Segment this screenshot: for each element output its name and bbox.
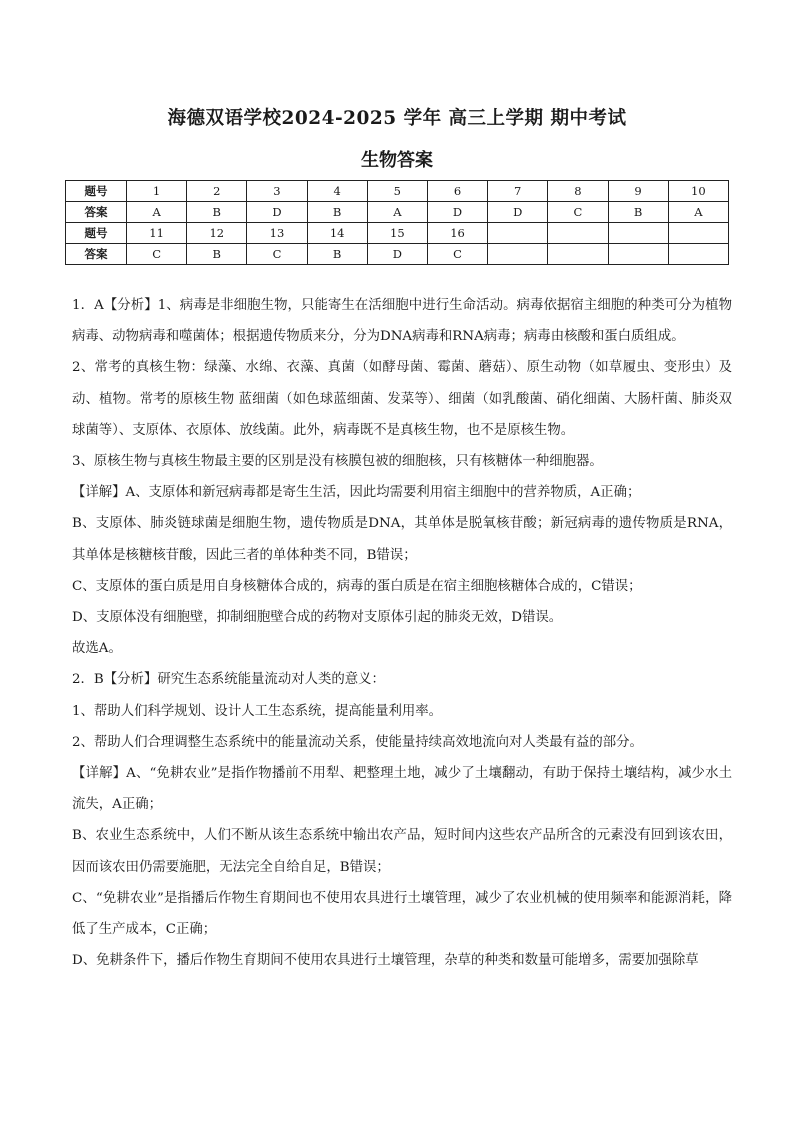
- question-number-cell: 5: [367, 181, 427, 202]
- question-number-cell: [548, 223, 608, 244]
- paragraph: C、支原体的蛋白质是用自身核糖体合成的，病毒的蛋白质是在宿主细胞核糖体合成的，C错误；: [72, 578, 642, 594]
- question-number-cell: 14: [307, 223, 367, 244]
- paragraph: 1．A【分析】1、病毒是非细胞生物，只能寄生在活细胞中进行生命活动。病毒依据宿主细胞的种类可分为植物病毒、动物病毒和噬菌体；根据遗传物质来分，分为DNA病毒和RNA病毒；病毒由核酸和蛋白质组成。: [72, 298, 732, 345]
- answer-cell: D: [247, 202, 307, 223]
- question-number-cell: 2: [187, 181, 247, 202]
- answer-cell: D: [488, 202, 548, 223]
- paragraph: 1、帮助人们科学规划、设计人工生态系统，提高能量利用率。: [72, 703, 443, 719]
- answer-cell: [488, 244, 548, 265]
- answer-row: [66, 244, 729, 265]
- answer-cell: C: [548, 202, 608, 223]
- question-number-cell: 12: [187, 223, 247, 244]
- paragraph: 2、常考的真核生物：绿藻、水绵、衣藻、真菌（如酵母菌、霉菌、蘑菇）、原生动物（如草履虫、变形虫）及动、植物。常考的原核生物 蓝细菌（如色球蓝细菌、发菜等）、细菌（如乳酸菌、硝化细菌、大肠杆菌、肺炎双球菌等）、支原体、衣原体、放线菌。此外，病毒既不是真核生物，也不是原核生物。: [72, 360, 732, 438]
- answer-cell: B: [187, 244, 247, 265]
- question-number-cell: 11: [127, 223, 187, 244]
- question-number-cell: 1: [127, 181, 187, 202]
- question-number-cell: 16: [427, 223, 487, 244]
- answer-cell: [668, 244, 728, 265]
- answer-cell: C: [127, 244, 187, 265]
- paragraph: 【详解】A、“免耕农业”是指作物播前不用犁、耙整理土地，减少了土壤翻动，有助于保持土壤结构，减少水土流失，A正确；: [72, 766, 732, 813]
- answer-cell: C: [427, 244, 487, 265]
- answer-cell: A: [127, 202, 187, 223]
- row-label-question: 题号: [66, 223, 127, 244]
- question-number-cell: 3: [247, 181, 307, 202]
- question-number-cell: 10: [668, 181, 728, 202]
- paragraph: 2、帮助人们合理调整生态系统中的能量流动关系，使能量持续高效地流向对人类最有益的部分。: [72, 734, 643, 750]
- question-number-cell: 6: [427, 181, 487, 202]
- document-subtitle: 生物答案: [361, 150, 433, 171]
- paragraph: 2．B【分析】研究生态系统能量流动对人类的意义：: [72, 672, 385, 688]
- paragraph: D、免耕条件下，播后作物生育期间不使用农具进行土壤管理，杂草的种类和数量可能增多，需要加强除草: [72, 953, 699, 969]
- answer-cell: A: [367, 202, 427, 223]
- question-number-row: [66, 223, 729, 244]
- question-number-cell: 15: [367, 223, 427, 244]
- question-number-cell: 7: [488, 181, 548, 202]
- question-number-cell: 13: [247, 223, 307, 244]
- question-number-cell: 9: [608, 181, 668, 202]
- answer-table: [65, 180, 729, 265]
- document-title: 海德双语学校2024-2025 学年 高三上学期 期中考试: [167, 108, 627, 129]
- answer-cell: B: [307, 244, 367, 265]
- question-number-cell: [488, 223, 548, 244]
- paragraph: C、“免耕农业”是指播后作物生育期间也不使用农具进行土壤管理，减少了农业机械的使用频率和能源消耗，降低了生产成本，C正确；: [72, 890, 732, 938]
- answer-row: [66, 202, 729, 223]
- answer-explanations: [72, 290, 732, 976]
- question-number-cell: 4: [307, 181, 367, 202]
- paragraph: B、支原体、肺炎链球菌是细胞生物，遗传物质是DNA，其单体是脱氧核苷酸；新冠病毒的遗传物质是RNA，其单体是核糖核苷酸，因此三者的单体种类不同，B错误；: [72, 516, 732, 563]
- question-number-cell: 8: [548, 181, 608, 202]
- question-number-cell: [608, 223, 668, 244]
- answer-cell: B: [307, 202, 367, 223]
- paragraph: D、支原体没有细胞壁，抑制细胞壁合成的药物对支原体引起的肺炎无效，D错误。: [72, 610, 563, 626]
- paragraph: 故选A。: [72, 641, 122, 657]
- question-number-row: [66, 181, 729, 202]
- paragraph: 【详解】A、支原体和新冠病毒都是寄生生活，因此均需要利用宿主细胞中的营养物质，A正确；: [72, 485, 641, 501]
- answer-cell: C: [247, 244, 307, 265]
- answer-cell: D: [367, 244, 427, 265]
- row-label-question: 题号: [66, 181, 127, 202]
- answer-cell: B: [187, 202, 247, 223]
- answer-cell: D: [427, 202, 487, 223]
- row-label-answer: 答案: [66, 244, 127, 265]
- answer-cell: B: [608, 202, 668, 223]
- answer-cell: A: [668, 202, 728, 223]
- answer-cell: [608, 244, 668, 265]
- question-number-cell: [668, 223, 728, 244]
- answer-cell: [548, 244, 608, 265]
- paragraph: 3、原核生物与真核生物最主要的区别是没有核膜包被的细胞核，只有核糖体一种细胞器。: [72, 454, 603, 470]
- row-label-answer: 答案: [66, 202, 127, 223]
- paragraph: B、农业生态系统中，人们不断从该生态系统中输出农产品，短时间内这些农产品所含的元素没有回到该农田，因而该农田仍需要施肥，无法完全自给自足，B错误；: [72, 828, 732, 875]
